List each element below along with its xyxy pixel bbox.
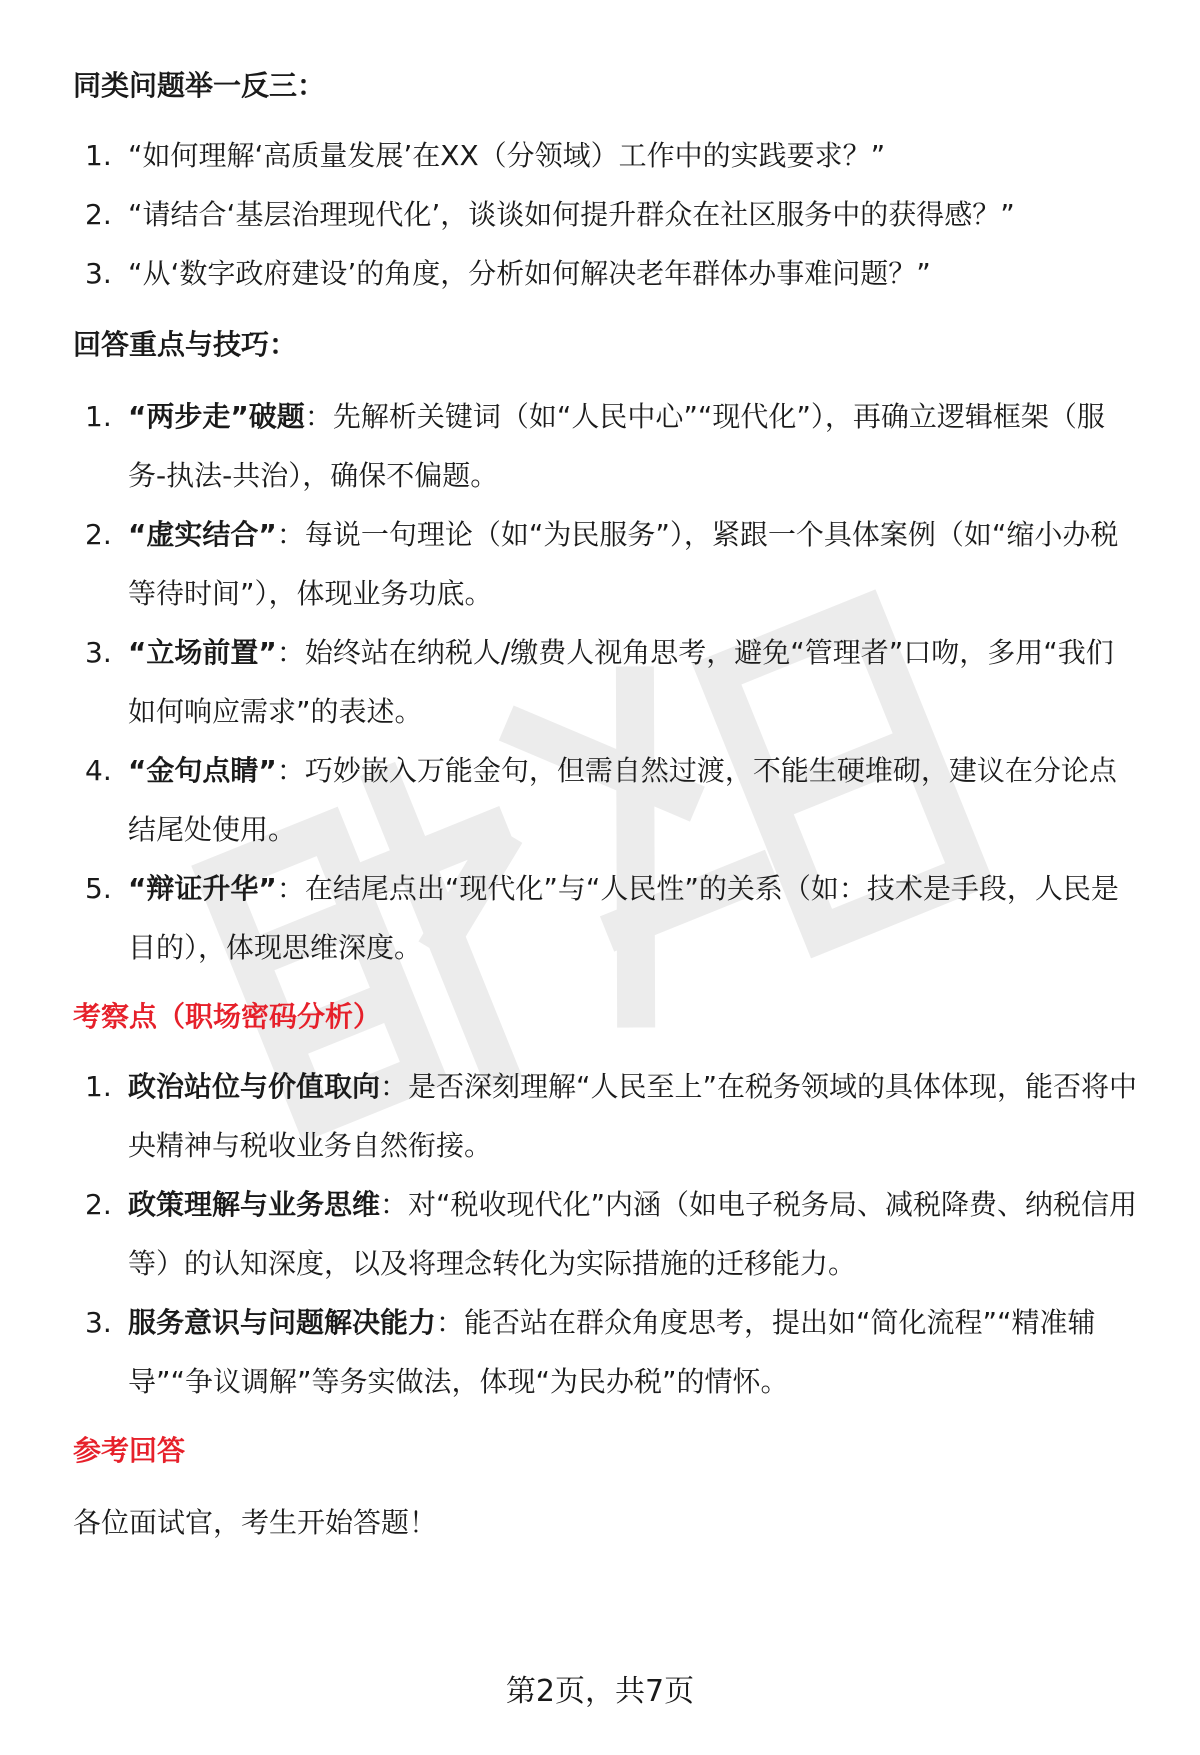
list-text: “如何理解‘高质量发展’在XX（分领域）工作中的实践要求？” (128, 139, 886, 172)
list-item (73, 505, 1141, 623)
list-item (73, 741, 1141, 859)
list-item (73, 1057, 1141, 1175)
page-number-footer: 第2页，共7页 (505, 1674, 695, 1709)
list-lead: 服务意识与问题解决能力 (128, 1306, 437, 1339)
list-item (73, 1175, 1141, 1293)
list-item (73, 244, 1141, 303)
list-text: ：巧妙嵌入万能金句，但需自然过渡，不能生硬堆砌，建议在分论点结尾处使用。 (128, 754, 1117, 846)
list-lead: “虚实结合” (128, 518, 277, 551)
section-heading-reference-answer: 参考回答 (73, 1434, 186, 1467)
list-lead: “两步走”破题 (128, 400, 305, 433)
list-text: ：能否站在群众角度思考，提出如“简化流程”“精准辅导”“争议调解”等务实做法，体现“为民办税”的情怀。 (128, 1306, 1096, 1398)
list-number: 3. (85, 1306, 112, 1339)
list-text: “从‘数字政府建设’的角度，分析如何解决老年群体办事难问题？” (128, 257, 931, 290)
list-item (73, 1293, 1141, 1411)
list-lead: “立场前置” (128, 636, 277, 669)
list-text: “请结合‘基层治理现代化’，谈谈如何提升群众在社区服务中的获得感？” (128, 198, 1015, 231)
list-lead: 政治站位与价值取向 (128, 1070, 381, 1103)
list-number: 2. (85, 518, 112, 551)
list-text: ：始终站在纳税人/缴费人视角思考，避免“管理者”口吻，多用“我们如何响应需求”的表述。 (128, 636, 1114, 728)
list-number: 1. (85, 1070, 112, 1103)
list-text: ：对“税收现代化”内涵（如电子税务局、减税降费、纳税信用等）的认知深度，以及将理念转化为实际措施的迁移能力。 (128, 1188, 1138, 1280)
list-number: 3. (85, 636, 112, 669)
list-item (73, 623, 1141, 741)
list-item (73, 387, 1141, 505)
list-lead: 政策理解与业务思维 (128, 1188, 381, 1221)
list-text: ：每说一句理论（如“为民服务”），紧跟一个具体案例（如“缩小办税等待时间”），体现业务功底。 (128, 518, 1119, 610)
list-number: 1. (85, 139, 112, 172)
answer-tips-list (73, 387, 1141, 977)
related-questions-list (73, 126, 1141, 303)
list-lead: “金句点睛” (128, 754, 277, 787)
list-number: 2. (85, 1188, 112, 1221)
assessment-points-list (73, 1057, 1141, 1411)
list-text: ：先解析关键词（如“人民中心”“现代化”），再确立逻辑框架（服务-执法-共治），确保不偏题。 (128, 400, 1105, 492)
section-heading-related-questions: 同类问题举一反三： (73, 69, 326, 102)
list-item (73, 859, 1141, 977)
list-item (73, 126, 1141, 185)
list-number: 4. (85, 754, 112, 787)
answer-opening-paragraph: 各位面试官，考生开始答题！ (73, 1506, 438, 1539)
list-number: 5. (85, 872, 112, 905)
section-heading-assessment-points: 考察点（职场密码分析） (73, 1000, 382, 1033)
list-item (73, 185, 1141, 244)
section-heading-answer-tips: 回答重点与技巧： (73, 328, 298, 361)
list-number: 3. (85, 257, 112, 290)
list-text: ：是否深刻理解“人民至上”在税务领域的具体体现，能否将中央精神与税收业务自然衔接。 (128, 1070, 1138, 1162)
list-text: ：在结尾点出“现代化”与“人民性”的关系（如：技术是手段，人民是目的），体现思维深度。 (128, 872, 1119, 964)
list-number: 2. (85, 198, 112, 231)
list-lead: “辩证升华” (128, 872, 277, 905)
document-page (73, 66, 1141, 1571)
list-number: 1. (85, 400, 112, 433)
